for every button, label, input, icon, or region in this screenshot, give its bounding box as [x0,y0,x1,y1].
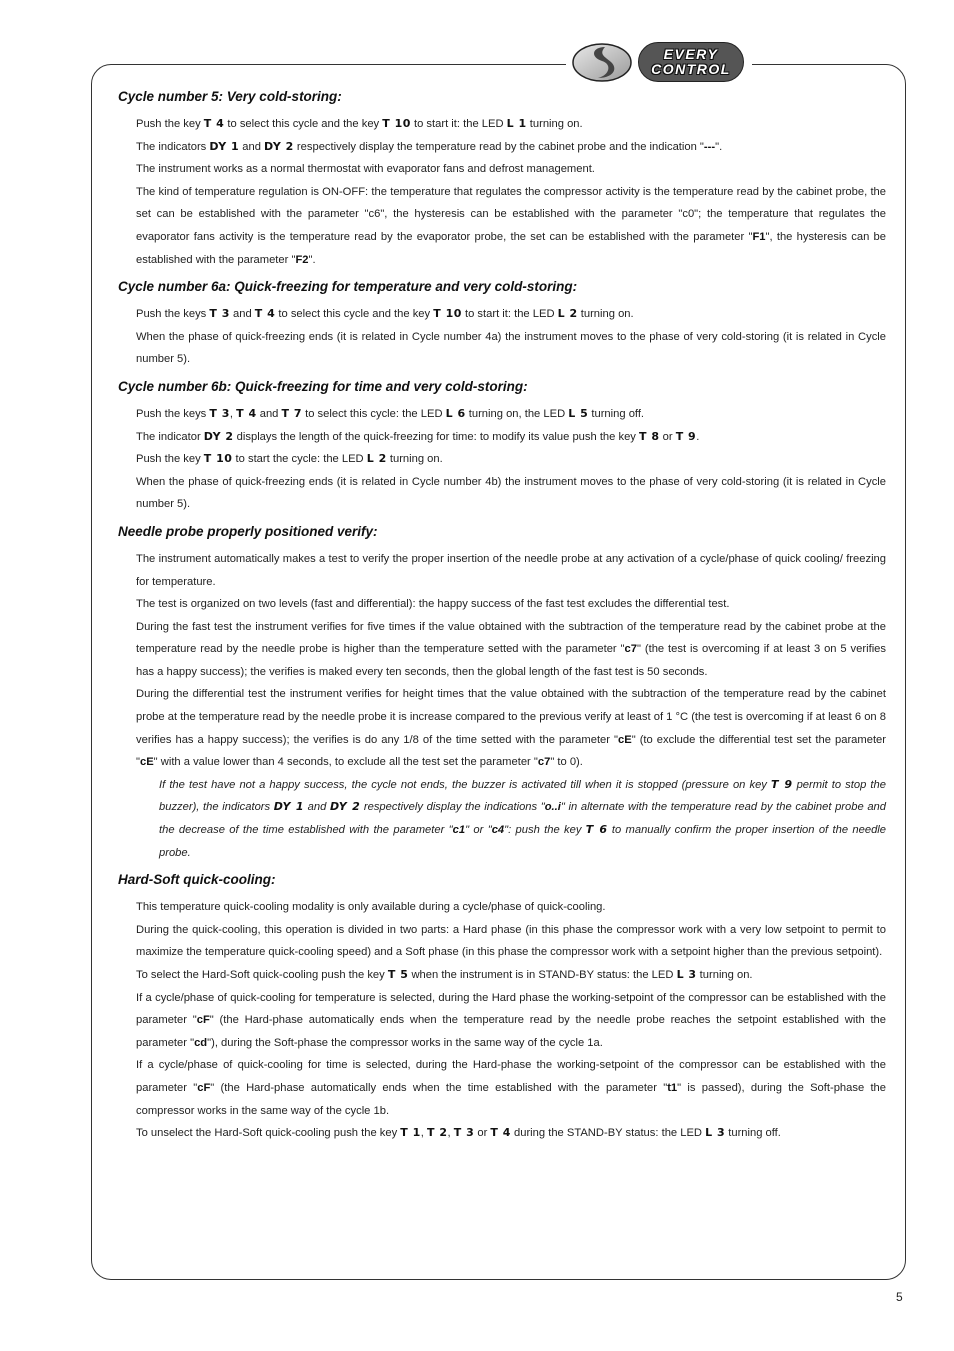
parameter-label: t1 [667,1081,678,1094]
indicator-label: DY 2 [264,139,294,153]
led-label: L 6 [445,406,466,420]
section-title: Cycle number 5: Very cold-storing: [118,89,342,104]
paragraph: During the quick-cooling, this operation is divided in two parts: a Hard phase (in this phase the compressor work with a very low setpoint to permit to maximize the temperature quick-cooling speed) and a Soft phase (in this phase the compressor work with a setpoint higher than the previous setpoint). [136,923,886,959]
parameter-label: c7 [624,643,637,656]
parameter-label: c7 [537,756,551,769]
led-label: L 5 [568,406,589,420]
key-label: T 2 [427,1126,448,1140]
paragraph: The indicators DY 1 and DY 2 respectively display the temperature read by the cabinet probe and the indication "---". [136,139,723,153]
indicator-label: DY 1 [273,800,305,814]
parameter-label: cd [194,1036,208,1049]
paragraph: During the differential test the instrument verifies for height times that the value obtained with the subtraction of the temperature read by the cabinet probe at the temperature read by the needle probe it is increase compared to the previous verify at least of 1 °C (the test is overcoming if at least 6 on 8 verifies has a happy success); the verifies is do any 1/8 of the time setted with the parameter "cE" (to exclude the differential test set the parameter "cE" with a value lower than 4 seconds, to exclude all the test set the parameter "c7" to 0). [136,688,886,769]
section-title: Hard-Soft quick-cooling: [118,872,276,888]
paragraph: Push the keys T 3 and T 4 to select this cycle and the key T 10 to start it: the LED L 2 turning on. [136,307,634,321]
parameter-label: cE [618,733,632,746]
paragraph: The test is organized on two levels (fast and differential): the happy success of the fast test excludes the differential test. [136,598,730,611]
document-body [118,89,886,1145]
logo-text-every: EVERY [663,46,719,62]
key-label: T 1 [400,1126,421,1140]
parameter-label: cE [139,756,154,769]
paragraph: The kind of temperature regulation is ON-OFF: the temperature that regulates the compressor activity is the temperature read by the cabinet probe, the set can be established with the parameter "c6", the hysteresis can be established with the parameter "c0"; the temperature that regulates the evaporator fans activity is the temperature read by the evaporator probe, the set can be established with the parameter "F1", the hysteresis can be established with the parameter "F2". [136,185,886,266]
key-label: T 5 [387,968,409,981]
note-paragraph: If the test have not a happy success, the cycle not ends, the buzzer is activated till when it is stopped (pressure on key T 9 permit to stop the buzzer), the indicators DY 1 and DY 2 respectively display the indications "o..i" in alternate with the temperature read by the cabinet probe and the decrease of the time established with the parameter "c1" or "c4": push the key T 6 to manually confirm the proper insertion of the needle probe. [159,777,886,859]
led-label: L 1 [506,117,527,130]
parameter-label: F2 [295,253,309,266]
key-label: T 6 [585,823,608,837]
led-label: L 2 [557,307,578,321]
section-hard-soft [118,872,886,1145]
key-label: T 3 [209,406,230,420]
led-label: L 3 [705,1126,726,1140]
brand-logo [566,40,752,88]
key-label: T 4 [203,117,225,130]
indicator-label: DY 2 [203,429,234,443]
parameter-label: c4 [491,824,505,837]
key-label: T 3 [209,307,230,321]
logo-emblem-icon [572,43,632,82]
key-label: T 9 [771,777,793,791]
section-title: Cycle number 6a: Quick-freezing for temperature and very cold-storing: [118,279,578,295]
key-label: T 8 [639,429,660,443]
parameter-label: cF [196,1014,210,1027]
key-label: T 3 [453,1126,475,1140]
indication-value: --- [703,140,716,153]
logo-text-control: CONTROL [651,61,731,77]
section-cycle-6a [118,279,886,371]
key-label: T 9 [675,429,697,443]
paragraph: This temperature quick-cooling modality is only available during a cycle/phase of quick-cooling. [136,901,606,914]
section-needle-probe [118,524,886,864]
paragraph: To select the Hard-Soft quick-cooling push the key T 5 when the instrument is in STAND-BY status: the LED L 3 turning on. [136,968,753,981]
parameter-label: c1 [452,824,466,837]
paragraph: During the fast test the instrument verifies for five times if the value obtained with the subtraction of the temperature read by the cabinet probe at the temperature read by the needle probe is higher than the temperature setted with the parameter "c7" (the test is overcoming if at least 3 on 5 verifies has a happy success); the verifies is maked every ten seconds, then the global length of the fast test is 50 seconds. [136,620,886,678]
indicator-label: DY 1 [209,139,240,153]
paragraph: To unselect the Hard-Soft quick-cooling push the key T 1, T 2, T 3 or T 4 during the STAND-BY status: the LED L 3 turning off. [136,1126,781,1140]
key-label: T 7 [281,406,302,420]
section-title: Cycle number 6b: Quick-freezing for time and very cold-storing: [118,378,528,394]
led-label: L 3 [676,968,697,981]
paragraph: The instrument automatically makes a test to verify the proper insertion of the needle probe at any activation of a cycle/phase of quick cooling/ freezing for temperature. [136,552,886,588]
paragraph: The indicator DY 2 displays the length of the quick-freezing for time: to modify its value push the key T 8 or T 9. [136,429,700,443]
indication-value: o..i [544,801,561,814]
key-label: T 4 [236,406,257,420]
section-title: Needle probe properly positioned verify: [118,523,378,539]
section-cycle-6b [118,379,886,516]
key-label: T 4 [254,307,276,321]
logo-badge [638,42,744,82]
key-label: T 4 [490,1126,511,1140]
paragraph: Push the key T 10 to start the cycle: the LED L 2 turning on. [136,452,443,466]
paragraph: The instrument works as a normal thermostat with evaporator fans and defrost management. [136,163,595,176]
section-cycle-5 [118,89,886,271]
page-number: 5 [896,1290,903,1304]
key-label: T 10 [433,307,462,321]
paragraph: Push the keys T 3, T 4 and T 7 to select this cycle: the LED L 6 turning on, the LED L 5 turning off. [136,406,645,420]
key-label: T 10 [203,452,233,466]
paragraph: When the phase of quick-freezing ends (it is related in Cycle number 4a) the instrument moves to the phase of very cold-storing (it is related in Cycle number 5). [136,330,886,366]
led-label: L 2 [366,452,387,466]
indicator-label: DY 2 [329,800,361,814]
parameter-label: F1 [752,230,766,243]
paragraph: Push the key T 4 to select this cycle and the key T 10 to start it: the LED L 1 turning on. [136,117,583,130]
paragraph: If a cycle/phase of quick-cooling for temperature is selected, during the Hard phase the working-setpoint of the compressor can be established with the parameter "cF" (the Hard-phase automatically ends when the temperature read by the needle probe reaches the setpoint established with the parameter "cd"), during the Soft-phase the compressor works in the same way of the cycle 1a. [136,991,886,1049]
paragraph: If a cycle/phase of quick-cooling for time is selected, during the Hard-phase the working-setpoint of the compressor can be established with the parameter "cF" (the Hard-phase automatically ends when the time established with the parameter "t1" is passed), during the Soft-phase the compressor works in the same way of the cycle 1b. [136,1059,887,1117]
parameter-label: cF [197,1081,211,1094]
paragraph: When the phase of quick-freezing ends (it is related in Cycle number 4b) the instrument moves to the phase of very cold-storing (it is related in Cycle number 5). [136,475,886,511]
key-label: T 10 [382,117,411,130]
